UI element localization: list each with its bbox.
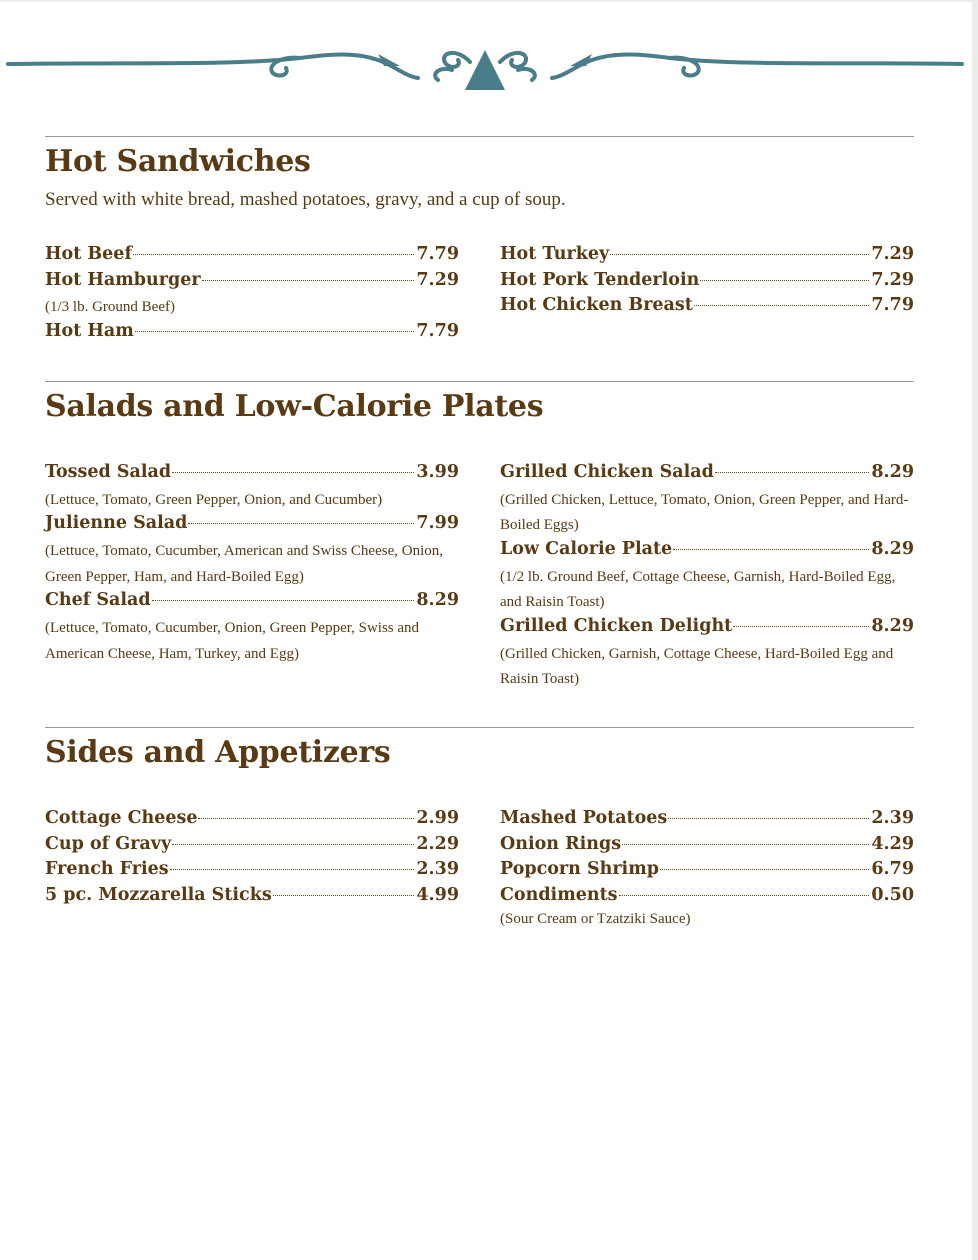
section-divider bbox=[45, 727, 914, 728]
dot-leader bbox=[133, 254, 414, 255]
menu-item bbox=[45, 590, 459, 616]
menu-item bbox=[45, 270, 459, 296]
menu-item bbox=[45, 834, 459, 860]
dot-leader bbox=[610, 254, 869, 255]
dot-leader bbox=[673, 549, 869, 550]
menu-item bbox=[45, 513, 459, 539]
dot-leader bbox=[152, 600, 415, 601]
item-price: 0.50 bbox=[871, 884, 914, 905]
menu-item bbox=[45, 885, 459, 911]
section-title: Hot Sandwiches bbox=[45, 144, 311, 179]
item-name: Hot Beef bbox=[45, 244, 132, 264]
item-name: Hot Ham bbox=[45, 320, 134, 341]
page-top-edge bbox=[0, 0, 978, 2]
dot-leader bbox=[622, 844, 869, 845]
section-title: Sides and Appetizers bbox=[45, 735, 391, 770]
right-column bbox=[500, 808, 914, 928]
item-description: (1/3 lb. Ground Beef) bbox=[45, 299, 175, 315]
item-name: Hot Turkey bbox=[500, 244, 610, 264]
item-price: 7.29 bbox=[871, 269, 914, 290]
item-price: 8.29 bbox=[871, 616, 914, 637]
right-column bbox=[500, 462, 914, 693]
menu-item bbox=[500, 859, 914, 885]
item-name: Grilled Chicken Salad bbox=[500, 462, 714, 482]
menu-item bbox=[45, 244, 459, 270]
item-name: Hot Hamburger bbox=[45, 269, 201, 290]
section-title: Salads and Low-Calorie Plates bbox=[45, 389, 544, 424]
item-price: 2.29 bbox=[416, 833, 459, 854]
item-price: 4.29 bbox=[871, 833, 914, 854]
menu-item bbox=[500, 885, 914, 911]
menu-item bbox=[500, 539, 914, 565]
left-column bbox=[45, 808, 459, 910]
menu-item bbox=[45, 859, 459, 885]
item-name: 5 pc. Mozzarella Sticks bbox=[45, 884, 272, 905]
item-description: (Lettuce, Tomato, Cucumber, American and Swiss Cheese, Onion, Green Pepper, Ham, and Hard-Boiled Egg) bbox=[45, 542, 443, 585]
dot-leader bbox=[700, 280, 869, 281]
item-description: (Lettuce, Tomato, Cucumber, Onion, Green Pepper, Swiss and American Cheese, Ham, Turkey, and Egg) bbox=[45, 619, 420, 662]
menu-item bbox=[500, 616, 914, 642]
page-right-edge bbox=[972, 0, 978, 1260]
item-price: 8.29 bbox=[416, 590, 459, 611]
item-price: 2.39 bbox=[416, 859, 459, 879]
item-name: Mashed Potatoes bbox=[500, 808, 668, 828]
menu-item bbox=[45, 808, 459, 834]
dot-leader bbox=[694, 305, 870, 306]
item-name: French Fries bbox=[45, 859, 169, 879]
item-description: (Grilled Chicken, Garnish, Cottage Cheese, Hard-Boiled Egg and Raisin Toast) bbox=[500, 645, 894, 688]
item-price: 2.39 bbox=[871, 808, 914, 828]
dot-leader bbox=[172, 844, 414, 845]
item-description: (Grilled Chicken, Lettuce, Tomato, Onion, Green Pepper, and Hard-Boiled Eggs) bbox=[500, 491, 909, 534]
item-description: (1/2 lb. Ground Beef, Cottage Cheese, Garnish, Hard-Boiled Egg, and Raisin Toast) bbox=[500, 568, 896, 611]
right-column bbox=[500, 244, 914, 321]
item-price: 7.79 bbox=[871, 295, 914, 315]
item-name: Hot Chicken Breast bbox=[500, 295, 693, 315]
dot-leader bbox=[660, 869, 869, 870]
item-name: Julienne Salad bbox=[45, 513, 188, 534]
item-description: (Sour Cream or Tzatziki Sauce) bbox=[500, 911, 691, 927]
item-name: Tossed Salad bbox=[45, 462, 172, 482]
item-name: Chef Salad bbox=[45, 590, 151, 611]
dot-leader bbox=[172, 472, 414, 473]
section-salads bbox=[45, 381, 914, 422]
item-price: 8.29 bbox=[871, 539, 914, 560]
dot-leader bbox=[202, 280, 415, 281]
item-price: 3.99 bbox=[416, 462, 459, 482]
section-subtitle: Served with white bread, mashed potatoes, gravy, and a cup of soup. bbox=[45, 189, 566, 210]
item-name: Popcorn Shrimp bbox=[500, 859, 659, 879]
item-description: (Lettuce, Tomato, Green Pepper, Onion, and Cucumber) bbox=[45, 491, 383, 508]
left-column bbox=[45, 462, 459, 667]
menu-item bbox=[45, 462, 459, 488]
item-name: Onion Rings bbox=[500, 833, 622, 854]
item-name: Cottage Cheese bbox=[45, 808, 198, 828]
dot-leader bbox=[619, 895, 870, 896]
item-price: 7.79 bbox=[416, 244, 459, 264]
ornament-flourish-icon bbox=[0, 40, 970, 100]
item-price: 7.99 bbox=[416, 513, 459, 534]
dot-leader bbox=[198, 818, 414, 819]
dot-leader bbox=[188, 523, 414, 524]
menu-item bbox=[500, 462, 914, 488]
item-name: Hot Pork Tenderloin bbox=[500, 269, 700, 290]
menu-item bbox=[500, 295, 914, 321]
section-divider bbox=[45, 381, 914, 382]
dot-leader bbox=[733, 626, 869, 627]
dot-leader bbox=[715, 472, 870, 473]
section-sides bbox=[45, 727, 914, 768]
dot-leader bbox=[170, 869, 415, 870]
menu-item bbox=[500, 270, 914, 296]
section-divider bbox=[45, 136, 914, 137]
item-name: Low Calorie Plate bbox=[500, 539, 673, 560]
left-column bbox=[45, 244, 459, 346]
item-price: 7.29 bbox=[416, 269, 459, 290]
menu-item bbox=[500, 244, 914, 270]
item-name: Condiments bbox=[500, 884, 618, 905]
menu-item bbox=[45, 321, 459, 347]
item-name: Grilled Chicken Delight bbox=[500, 616, 733, 637]
section-hot-sandwiches bbox=[45, 136, 914, 211]
item-price: 6.79 bbox=[871, 859, 914, 879]
item-price: 7.79 bbox=[416, 320, 459, 341]
item-name: Cup of Gravy bbox=[45, 833, 172, 854]
dot-leader bbox=[135, 331, 415, 332]
dot-leader bbox=[273, 895, 415, 896]
item-price: 7.29 bbox=[871, 244, 914, 264]
item-price: 4.99 bbox=[416, 884, 459, 905]
menu-item bbox=[500, 808, 914, 834]
dot-leader bbox=[668, 818, 869, 819]
item-price: 8.29 bbox=[871, 462, 914, 482]
menu-item bbox=[500, 834, 914, 860]
item-price: 2.99 bbox=[416, 808, 459, 828]
